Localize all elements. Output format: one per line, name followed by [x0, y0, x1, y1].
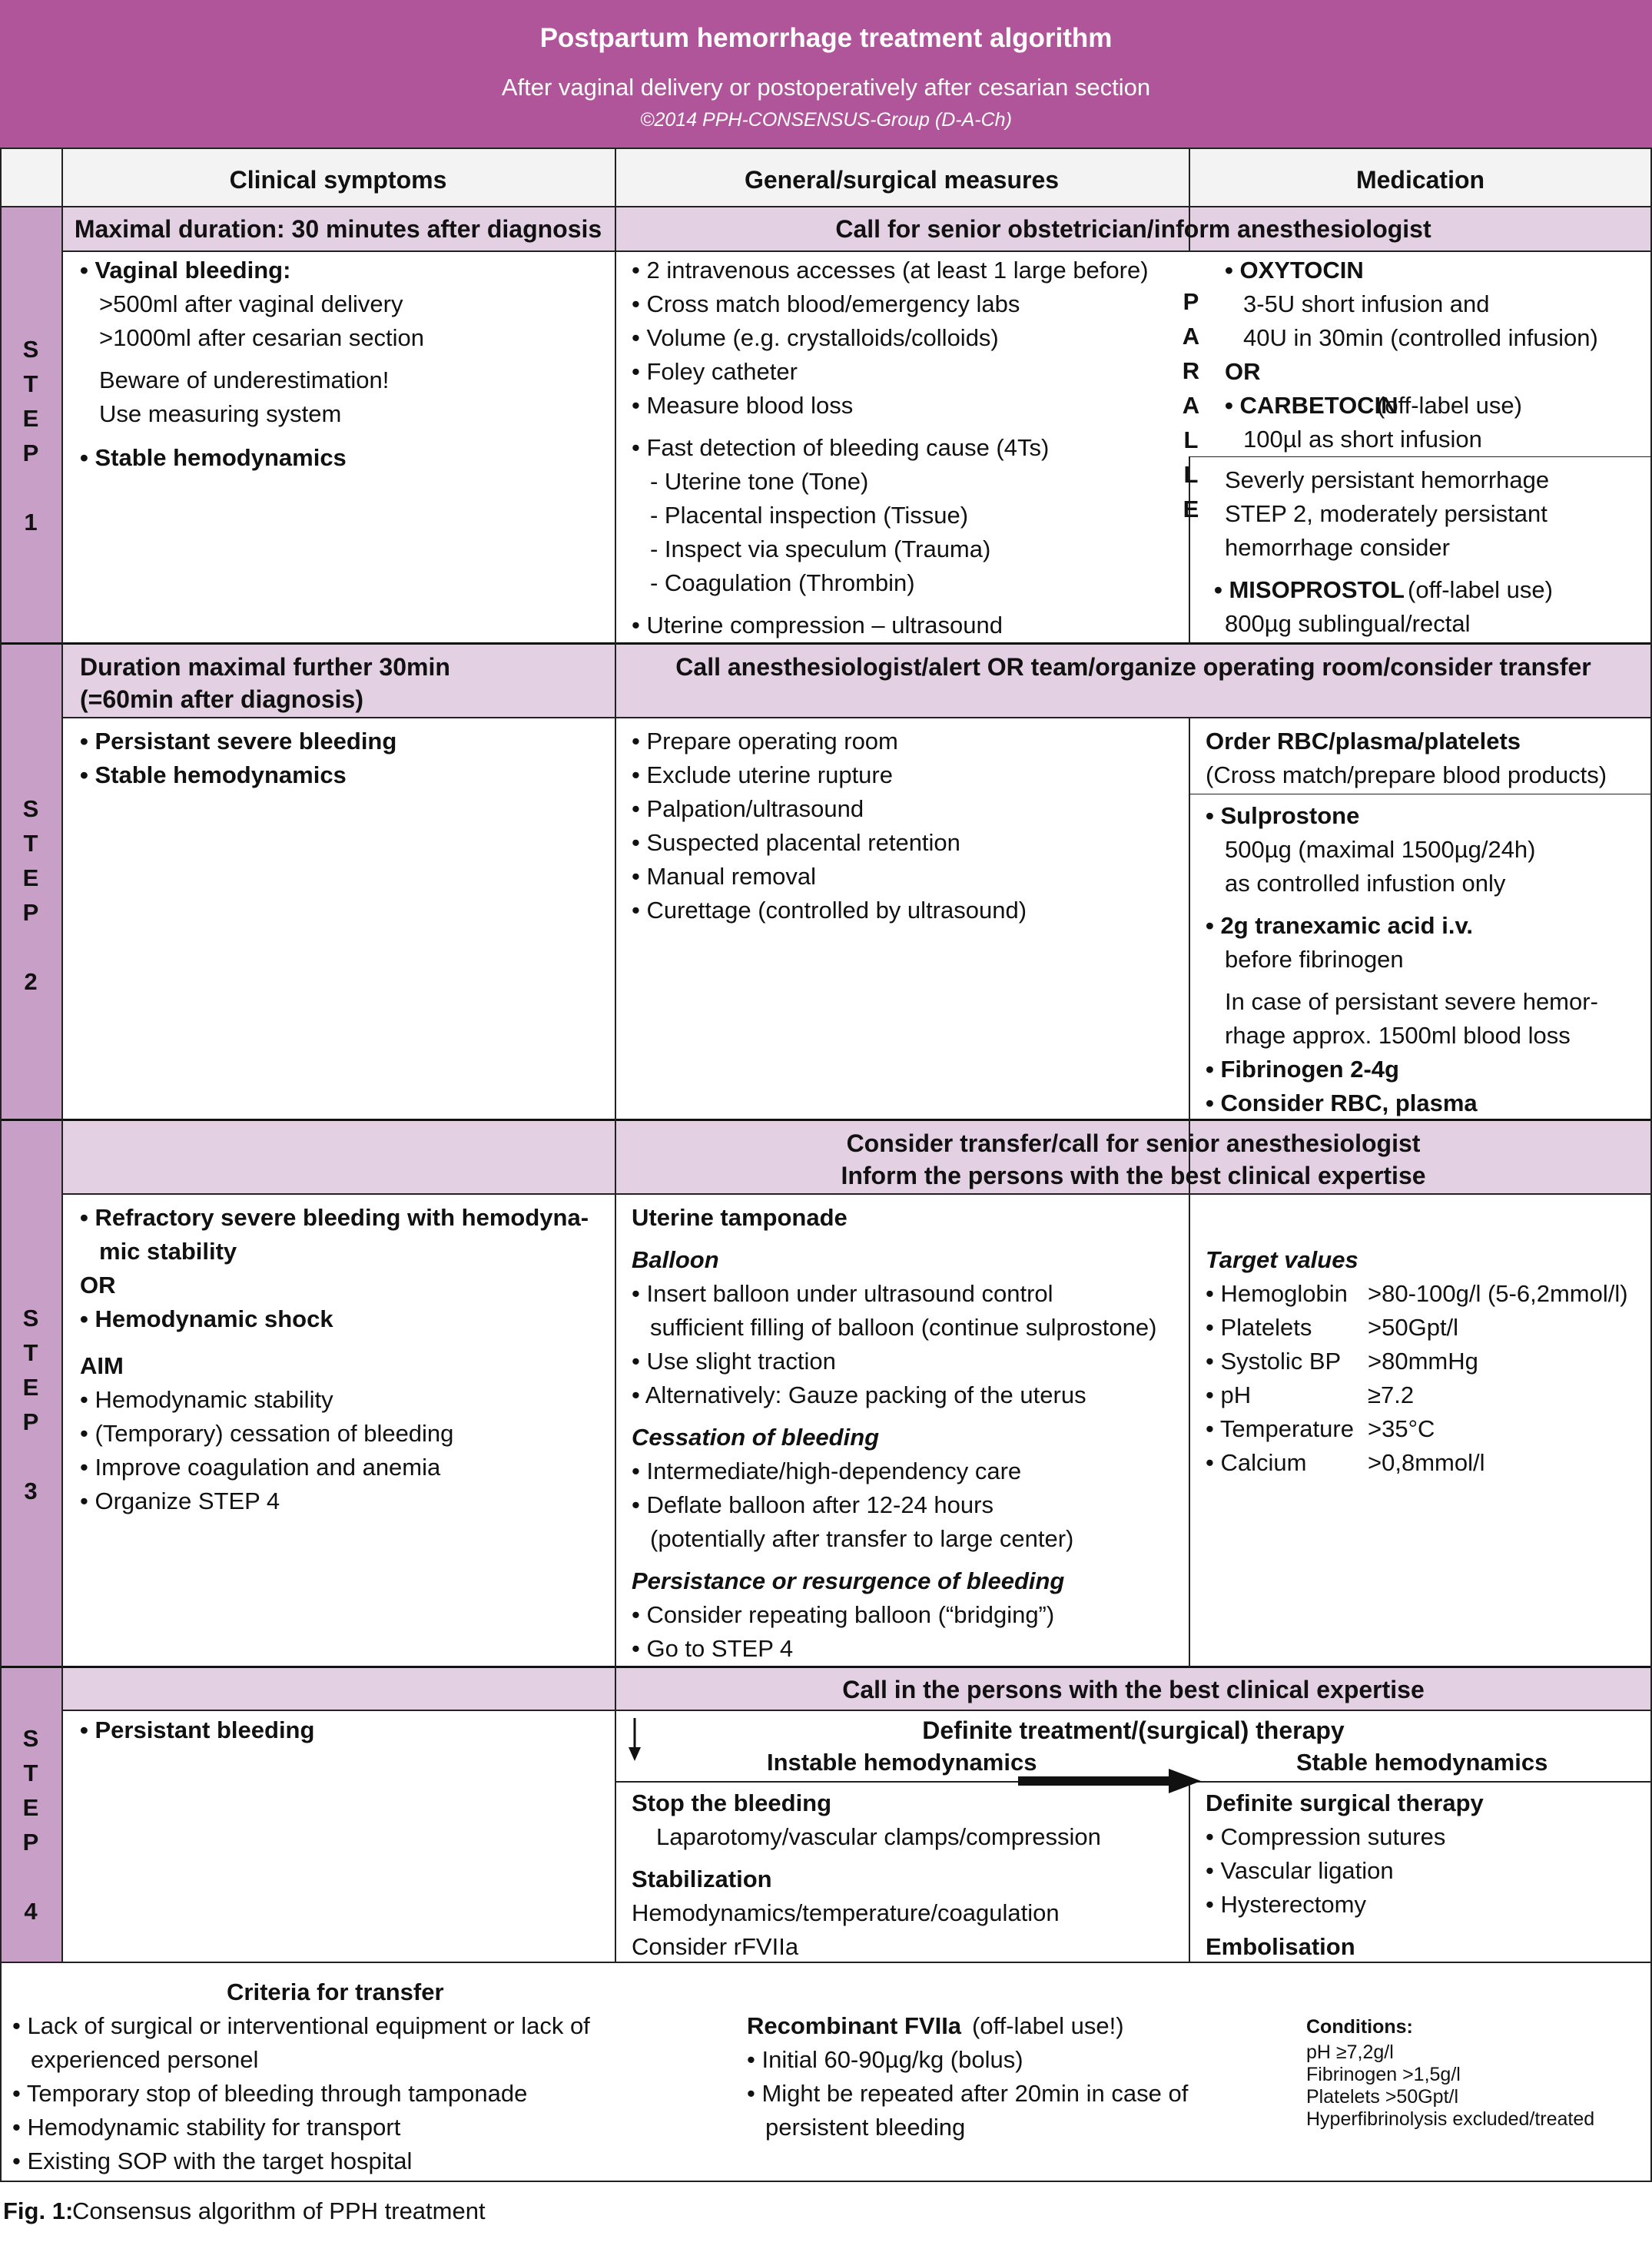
target-value: >0,8mmol/l	[1368, 1449, 1485, 1476]
step2-med-line: 500µg (maximal 1500µg/24h)	[1225, 836, 1536, 863]
step3-med-target: Target values	[1206, 1246, 1358, 1273]
step2-med-order: Order RBC/plasma/platelets	[1206, 728, 1521, 755]
step3-clinical-line: • Organize STEP 4	[80, 1488, 280, 1514]
conditions-line: Hyperfibrinolysis excluded/treated	[1306, 2108, 1595, 2130]
step3-general-line: • Deflate balloon after 12-24 hours	[632, 1491, 994, 1518]
step1-med-line: 100µl as short infusion	[1243, 426, 1482, 453]
step3-label: S T E P 3	[22, 1305, 39, 1504]
step4-definite-title: Definite treatment/(surgical) therapy	[922, 1716, 1345, 1744]
step1-med-line: 800µg sublingual/rectal	[1225, 610, 1471, 637]
criteria-title: Criteria for transfer	[227, 1978, 444, 2005]
rfviia-line: persistent bleeding	[765, 2114, 966, 2141]
conditions-line: Platelets >50Gpt/l	[1306, 2086, 1459, 2108]
parallel-label: P A R A L L E	[1182, 288, 1200, 522]
step2-general-line: • Suspected placental retention	[632, 829, 960, 856]
step1-general-line: • Uterine compression – ultrasound	[632, 612, 1003, 638]
step3-clinical-or: OR	[80, 1272, 116, 1298]
grid-line	[61, 250, 1652, 252]
target-value: >35°C	[1368, 1415, 1435, 1442]
criteria-line: experienced personel	[31, 2046, 259, 2073]
step2-med-fibrinogen: • Fibrinogen 2-4g	[1206, 1056, 1399, 1083]
step1-general-line: • Volume (e.g. crystalloids/colloids)	[632, 324, 999, 351]
step2-med-rbc: • Consider RBC, plasma	[1206, 1090, 1478, 1116]
target-name: • Platelets	[1206, 1314, 1312, 1341]
step2-med-order-note: (Cross match/prepare blood products)	[1206, 761, 1607, 788]
banner-subtitle: After vaginal delivery or postoperatively after cesarian section	[501, 74, 1151, 101]
step3-general-line: • Alternatively: Gauze packing of the uterus	[632, 1381, 1086, 1408]
step1-med-carbetocin: • CARBETOCIN	[1225, 392, 1398, 419]
step2-med-line: rhage approx. 1500ml blood loss	[1225, 1022, 1571, 1049]
step2-med-tranexamic: • 2g tranexamic acid i.v.	[1206, 912, 1473, 939]
rfviia-title: Recombinant FVIIa	[747, 2012, 962, 2039]
step2-med-sulprostone: • Sulprostone	[1206, 802, 1360, 829]
column-header-clinical: Clinical symptoms	[229, 166, 447, 194]
conditions-title: Conditions:	[1306, 2016, 1413, 2038]
step1-med-line: 3-5U short infusion and	[1243, 290, 1490, 317]
step1-clinical-line: Use measuring system	[99, 400, 342, 427]
step4-left-line: Consider rFVIIa	[632, 1933, 799, 1960]
grid-line	[0, 1962, 1652, 1963]
step3-clinical-line: • Refractory severe bleeding with hemodyna-	[80, 1204, 589, 1231]
target-value: ≥7.2	[1368, 1381, 1415, 1408]
step1-label: S T E P 1	[22, 336, 39, 536]
step4-right-line: • Hysterectomy	[1206, 1891, 1366, 1918]
step2-header-general: Call anesthesiologist/alert OR team/organize operating room/consider transfer	[675, 653, 1591, 681]
step1-med-carbetocin-note: (off-label use)	[1377, 392, 1522, 419]
step3-header-general: Consider transfer/call for senior anesthesiologist	[846, 1129, 1421, 1157]
step2-header-clinical: (=60min after diagnosis)	[80, 685, 363, 713]
step2-clinical-line: • Stable hemodynamics	[80, 761, 347, 788]
step1-header-clinical: Maximal duration: 30 minutes after diagnosis	[74, 215, 602, 243]
step1-clinical-line: • Vaginal bleeding:	[80, 257, 291, 284]
step1-general-line: - Uterine tone (Tone)	[650, 468, 869, 495]
step-divider	[0, 642, 1652, 645]
step4-left-line: Hemodynamics/temperature/coagulation	[632, 1899, 1060, 1926]
step1-clinical-line: • Stable hemodynamics	[80, 444, 347, 471]
conditions-line: Fibrinogen >1,5g/l	[1306, 2064, 1461, 2085]
criteria-line: • Existing SOP with the target hospital	[12, 2148, 413, 2174]
target-name: • Systolic BP	[1206, 1348, 1342, 1375]
step2-label: S T E P 2	[22, 795, 39, 995]
grid-line	[0, 2181, 1652, 2182]
banner-title: Postpartum hemorrhage treatment algorithm	[539, 23, 1113, 53]
step3-general-line: sufficient filling of balloon (continue sulprostone)	[650, 1314, 1157, 1341]
step3-clinical-line: mic stability	[99, 1238, 237, 1265]
step2-general-line: • Prepare operating room	[632, 728, 898, 755]
step1-header-general: Call for senior obstetrician/inform anesthesiologist	[835, 215, 1431, 243]
step2-general-line: • Manual removal	[632, 863, 817, 890]
step1-clinical-line: Beware of underestimation!	[99, 366, 390, 393]
grid-line	[61, 148, 63, 1962]
step1-med-line: Severly persistant hemorrhage	[1225, 466, 1550, 493]
step3-clinical-line: • (Temporary) cessation of bleeding	[80, 1420, 454, 1447]
step1-general-line: - Coagulation (Thrombin)	[650, 569, 915, 596]
rfviia-note: (off-label use!)	[972, 2012, 1124, 2039]
step3-header-general: Inform the persons with the best clinical expertise	[841, 1162, 1426, 1189]
step1-med-misoprostol-note: (off-label use)	[1408, 576, 1553, 603]
step3-general-tamponade: Uterine tamponade	[632, 1204, 848, 1231]
step2-general-line: • Exclude uterine rupture	[632, 761, 893, 788]
step1-med-misoprostol: • MISOPROSTOL	[1214, 576, 1405, 603]
criteria-line: • Lack of surgical or interventional equipment or lack of	[12, 2012, 590, 2039]
figure-caption-text: Consensus algorithm of PPH treatment	[72, 2197, 486, 2224]
figure-caption-label: Fig. 1:	[3, 2197, 74, 2224]
step4-clinical-line: • Persistant bleeding	[80, 1716, 315, 1743]
step2-med-line: before fibrinogen	[1225, 946, 1404, 973]
target-name: • Temperature	[1206, 1415, 1354, 1442]
step2-clinical-line: • Persistant severe bleeding	[80, 728, 397, 755]
grid-line	[61, 717, 1652, 718]
step3-general-line: • Insert balloon under ultrasound control	[632, 1280, 1053, 1307]
step3-general-cessation: Cessation of bleeding	[632, 1424, 880, 1451]
step4-right-line: • Compression sutures	[1206, 1823, 1446, 1850]
step4-right-line: • Vascular ligation	[1206, 1857, 1394, 1884]
grid-line	[1189, 1781, 1190, 1962]
step3-general-line: • Go to STEP 4	[632, 1635, 794, 1662]
target-name: • Calcium	[1206, 1449, 1307, 1476]
criteria-line: • Temporary stop of bleeding through tamponade	[12, 2080, 528, 2107]
step1-med-line: STEP 2, moderately persistant	[1225, 500, 1548, 527]
grid-line	[61, 1193, 1652, 1195]
column-header-general: General/surgical measures	[744, 166, 1060, 194]
step2-header-clinical: Duration maximal further 30min	[80, 653, 450, 681]
step1-general-line: - Inspect via speculum (Trauma)	[650, 536, 991, 562]
step2-med-line: In case of persistant severe hemor-	[1225, 988, 1598, 1015]
grid-line	[61, 1710, 1652, 1711]
step-divider	[0, 1666, 1652, 1668]
step3-general-line: • Use slight traction	[632, 1348, 836, 1375]
step1-clinical-line: >1000ml after cesarian section	[99, 324, 425, 351]
step4-embolisation: Embolisation	[1206, 1933, 1355, 1960]
column-header-medication: Medication	[1355, 166, 1485, 194]
step1-general-line: - Placental inspection (Tissue)	[650, 502, 969, 529]
target-name: • Hemoglobin	[1206, 1280, 1348, 1307]
step4-definite-surgical: Definite surgical therapy	[1206, 1789, 1484, 1816]
step1-general-line: • Fast detection of bleeding cause (4Ts)	[632, 434, 1050, 461]
step1-med-oxytocin: • OXYTOCIN	[1225, 257, 1364, 284]
step2-general-line: • Palpation/ultrasound	[632, 795, 864, 822]
target-value: >50Gpt/l	[1368, 1314, 1459, 1341]
step3-clinical-line: • Hemodynamic shock	[80, 1305, 333, 1332]
step4-stop-bleeding: Stop the bleeding	[632, 1789, 832, 1816]
target-value: >80-100g/l (5-6,2mmol/l)	[1368, 1280, 1628, 1307]
step3-clinical-aim: AIM	[80, 1352, 124, 1379]
step1-med-or: OR	[1225, 358, 1261, 385]
step4-stable-label: Stable hemodynamics	[1296, 1749, 1548, 1776]
banner-copyright: ©2014 PPH-CONSENSUS-Group (D-A-Ch)	[640, 109, 1012, 131]
step3-general-line: • Consider repeating balloon (“bridging”)	[632, 1601, 1055, 1628]
criteria-line: • Hemodynamic stability for transport	[12, 2114, 401, 2141]
step3-general-line: • Intermediate/high-dependency care	[632, 1458, 1022, 1484]
conditions-line: pH ≥7,2g/l	[1306, 2041, 1394, 2063]
step4-stabilization: Stabilization	[632, 1866, 772, 1892]
step4-left-line: Laparotomy/vascular clamps/compression	[656, 1823, 1101, 1850]
step4-label: S T E P 4	[22, 1725, 39, 1925]
step2-med-line: as controlled infustion only	[1225, 870, 1506, 897]
step1-med-line: 40U in 30min (controlled infusion)	[1243, 324, 1598, 351]
right-arrow-icon	[1018, 1767, 1203, 1795]
step1-med-line: hemorrhage consider	[1225, 534, 1450, 561]
step3-clinical-line: • Improve coagulation and anemia	[80, 1454, 441, 1481]
step1-clinical-line: >500ml after vaginal delivery	[99, 290, 403, 317]
step1-general-line: • Foley catheter	[632, 358, 798, 385]
step4-instable-label: Instable hemodynamics	[767, 1749, 1037, 1776]
step3-general-line: (potentially after transfer to large center)	[650, 1525, 1074, 1552]
step1-general-line: • Cross match blood/emergency labs	[632, 290, 1020, 317]
grid-line	[1189, 456, 1652, 457]
step1-general-line: • Measure blood loss	[632, 392, 854, 419]
rfviia-line: • Initial 60-90µg/kg (bolus)	[747, 2046, 1023, 2073]
grid-line	[0, 148, 1652, 149]
step1-general-line: • 2 intravenous accesses (at least 1 large before)	[632, 257, 1149, 284]
down-arrow-icon	[624, 1716, 645, 1763]
step3-general-balloon: Balloon	[632, 1246, 719, 1273]
target-name: • pH	[1206, 1381, 1252, 1408]
step3-general-persistance: Persistance or resurgence of bleeding	[632, 1567, 1065, 1594]
step2-general-line: • Curettage (controlled by ultrasound)	[632, 897, 1027, 924]
grid-line	[0, 206, 1652, 207]
step4-header-general: Call in the persons with the best clinical expertise	[842, 1676, 1425, 1703]
target-value: >80mmHg	[1368, 1348, 1478, 1375]
step3-clinical-line: • Hemodynamic stability	[80, 1386, 333, 1413]
rfviia-line: • Might be repeated after 20min in case of	[747, 2080, 1189, 2107]
